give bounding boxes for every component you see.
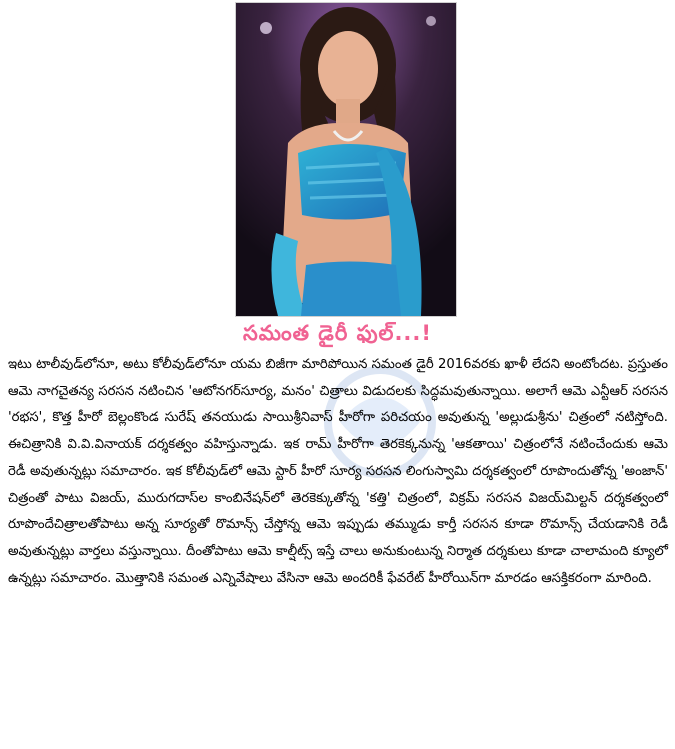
article-photo xyxy=(235,2,457,317)
article-body xyxy=(8,352,668,747)
article-title: సమంత డైరీ ఫుల్...! xyxy=(243,321,432,345)
article-paragraph: ఇటు టాలీవుడ్‌లోనూ, అటు కోలీవుడ్‌లోనూ యమ బిజీగా మారిపోయిన సమంత డైరీ 2016వరకు ఖాళీ లేదని అంటోందట. ప్రస్తుతం ఆమె నాగచైతన్య సరసన నటించిన 'ఆటోనగర్‌సూర్య, మనం' చిత్రాలు విడుదలకు సిద్ధమవుతున్నాయి. అలాగే ఆమె ఎన్టీఆర్ సరసన 'రభస', కొత్త హీరో బెల్లంకొండ సురేష్ తనయుడు సాయిశ్రీనివాస్ హీరోగా పరిచయం అవుతున్న 'అల్లుడుశ్రీను' చిత్రంలో నటిస్తోంది. ఈచిత్రానికి వి.వి.వినాయక్ దర్శకత్వం వహిస్తున్నాడు. ఇక రామ్ హీరోగా తెరకెక్కనున్న 'ఆకతాయి' చిత్రంలోనే నటించేందుకు ఆమె రెడీ అవుతున్నట్లు సమాచారం. ఇక కోలీవుడ్‌లో ఆమె స్టార్ హీరో సూర్య సరసన లింగుస్వామి దర్శకత్వంలో రూపొందుతోన్న 'అంజాన్' చిత్రంతో పాటు విజయ్, మురుగదాస్‌ల కాంబినేషన్‌లో తెరకెక్కుతోన్న 'కత్తి' చిత్రంలో, విక్రమ్ సరసన విజయ్‌మిల్టన్ దర్శకత్వంలో రూపొందేచిత్రాలతోపాటు అన్న సూర్యతో రొమాన్స్ చేస్తోన్న ఆమె ఇప్పుడు తమ్ముడు కార్తీ సరసన కూడా రొమాన్స్ చేయడానికి రెడీ అవుతున్నట్లు వార్తలు వస్తున్నాయి. దీంతోపాటు ఆమె కాల్షీట్స్ ఇస్తే చాలు అనుకుంటున్న నిర్మాత దర్శకులు కూడా చాలామంది క్యూలో ఉన్నట్లు సమాచారం. మొత్తానికి సమంత ఎన్నివేషాలు వేసినా ఆమె అందరికీ ఫేవరేట్ హీరోయిన్‌గా మారడం ఆసక్తికరంగా మారింది. xyxy=(8,357,668,586)
